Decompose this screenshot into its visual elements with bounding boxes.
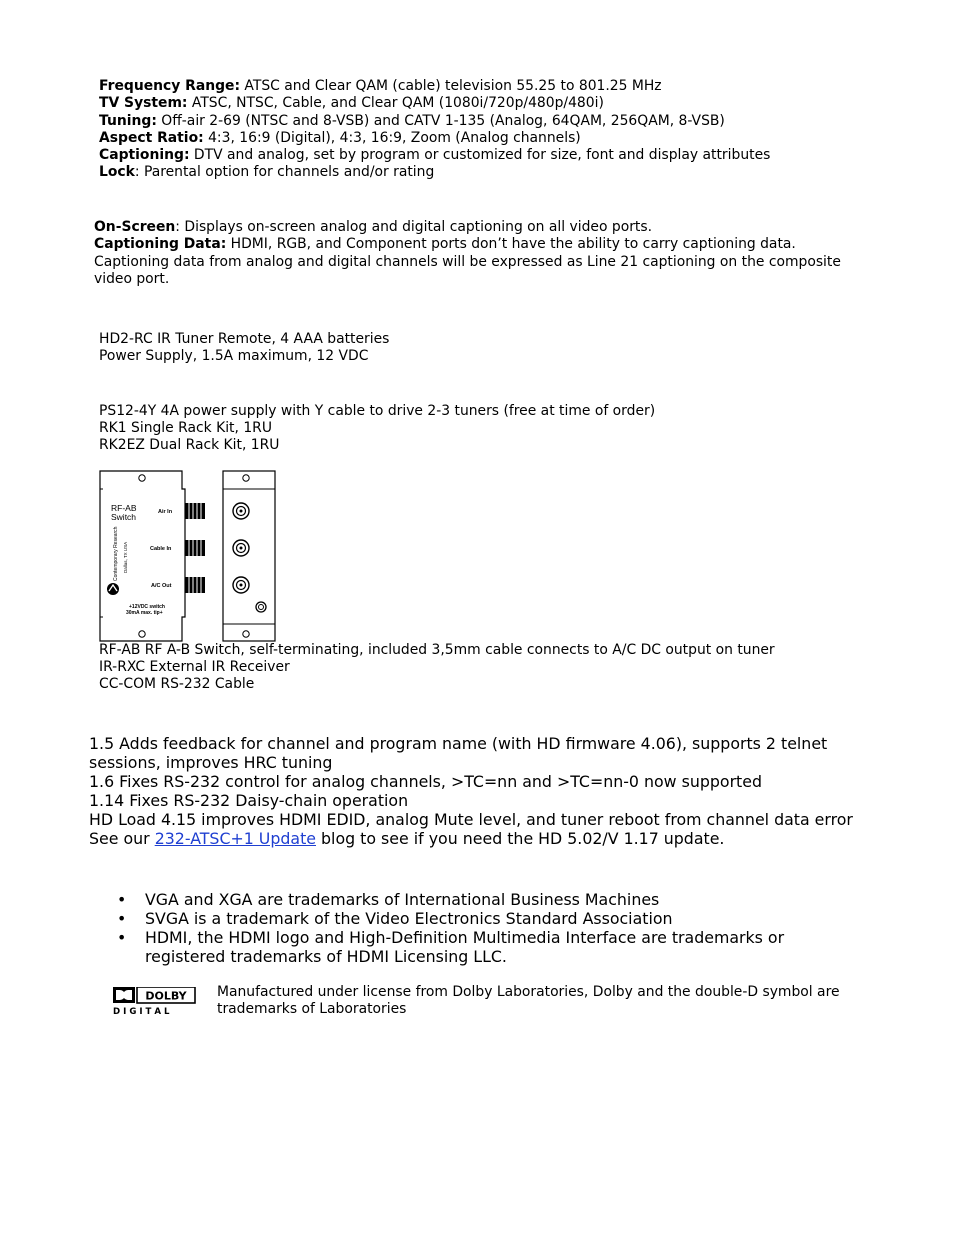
spec-label: Lock (99, 164, 135, 181)
see-suffix: blog to see if you need the HD 5.02/V 1.17 update. (316, 829, 725, 848)
trademark-text: HDMI, the HDMI logo and High-Definition Multimedia Interface are trademarks or registered trademarks of HDMI Licensing LLC. (145, 928, 785, 966)
brand-text: Contemporary Research (113, 526, 119, 581)
firmware-notes (89, 734, 889, 848)
trademark-text: SVGA is a trademark of the Video Electronics Standard Association (145, 909, 673, 928)
spec-value: ATSC, NTSC, Cable, and Clear QAM (1080i/720p/480p/480i) (187, 95, 604, 112)
captioning-data-line (94, 236, 874, 288)
option-item: RK2EZ Dual Rack Kit, 1RU (99, 437, 280, 454)
dolby-digital-word: D I G I T A L (113, 1007, 170, 1017)
trademark-item (117, 890, 845, 909)
port-label-ac: A/C Out (151, 583, 172, 589)
see-prefix: See our (89, 829, 155, 848)
spec-tuning (99, 113, 770, 130)
firmware-see-line (89, 829, 889, 848)
accessories-list (99, 642, 775, 694)
dolby-digital-logo (113, 987, 197, 1017)
spec-value: 4:3, 16:9 (Digital), 4:3, 16:9, Zoom (Analog channels) (203, 129, 581, 146)
accessory-item: CC-COM RS-232 Cable (99, 676, 255, 693)
onscreen-line (94, 219, 874, 236)
spec-frequency-range (99, 78, 770, 95)
option-item: PS12-4Y 4A power supply with Y cable to drive 2-3 tuners (free at time of order) (99, 403, 656, 419)
f-connector-icon (185, 540, 205, 556)
spec-value: Off-air 2-69 (NTSC and 8-VSB) and CATV 1-135 (Analog, 64QAM, 256QAM, 8-VSB) (156, 112, 725, 129)
accessory-item: IR-RXC External IR Receiver (99, 659, 290, 676)
captioning-section (94, 219, 874, 288)
spec-label: Aspect Ratio: (99, 129, 204, 146)
captioning-data-text: HDMI, RGB, and Component ports don’t have the ability to carry captioning data. Captioning data from analog and digital channels will be expressed as Line 21 captioning on the composite video port. (94, 236, 841, 287)
bullet-icon: • (117, 909, 127, 928)
option-item: RK1 Single Rack Kit, 1RU (99, 420, 272, 437)
spec-aspect-ratio (99, 130, 770, 147)
included-item: Power Supply, 1.5A maximum, 12 VDC (99, 348, 369, 365)
accessory-item: RF-AB RF A-B Switch, self-terminating, included 3,5mm cable connects to A/C DC output on tuner (99, 642, 775, 658)
spec-label: TV System: (99, 95, 188, 112)
firmware-line: 1.5 Adds feedback for channel and program name (with HD firmware 4.06), supports 2 telnet sessions, improves HRC tuning (89, 734, 828, 772)
firmware-line: HD Load 4.15 improves HDMI EDID, analog Mute level, and tuner reboot from channel data error (89, 810, 853, 829)
dolby-word: DOLBY (145, 989, 187, 1003)
spec-label: Tuning: (99, 112, 157, 129)
included-item: HD2-RC IR Tuner Remote, 4 AAA batteries (99, 331, 390, 347)
trademark-item (117, 909, 845, 928)
options-list (99, 403, 655, 455)
spec-lock (99, 164, 770, 181)
trademark-text: VGA and XGA are trademarks of International Business Machines (145, 890, 660, 909)
rf-ab-switch-drawing (99, 469, 279, 645)
location-text: Dallas, TX USA (123, 541, 128, 573)
firmware-line: 1.14 Fixes RS-232 Daisy-chain operation (89, 791, 409, 810)
spec-value: DTV and analog, set by program or customized for size, font and display attributes (189, 147, 771, 164)
bullet-icon: • (117, 890, 127, 909)
captioning-data-label: Captioning Data: (94, 236, 227, 253)
spec-value: ATSC and Clear QAM (cable) television 55.25 to 801.25 MHz (240, 78, 662, 94)
f-connector-icon (185, 577, 205, 593)
firmware-line: 1.6 Fixes RS-232 control for analog channels, >TC=nn and >TC=nn-0 now supported (89, 772, 763, 791)
specs-list (99, 78, 770, 182)
spec-captioning (99, 147, 770, 164)
dolby-logo-icon (113, 987, 197, 1017)
power-label-line2: 30mA max. tip+ (126, 610, 163, 616)
switch-title-line1: RF-AB (111, 503, 137, 513)
dolby-license-text: Manufactured under license from Dolby Laboratories, Dolby and the double-D symbol are trademarks of Laboratories (217, 984, 840, 1018)
bullet-icon: • (117, 928, 127, 947)
onscreen-label: On-Screen (94, 219, 176, 235)
spec-tv-system (99, 95, 770, 112)
rf-ab-switch-figure (99, 469, 279, 645)
update-blog-link[interactable]: 232-ATSC+1 Update (154, 829, 316, 848)
onscreen-text: : Displays on-screen analog and digital captioning on all video ports. (175, 219, 653, 235)
power-label-line1: +12VDC switch (129, 604, 165, 610)
spec-value: : Parental option for channels and/or rating (134, 164, 435, 181)
port-label-cable: Cable In (150, 546, 172, 552)
included-list (99, 331, 389, 365)
f-connector-icon (185, 503, 205, 519)
trademark-item (117, 928, 845, 966)
switch-title-line2: Switch (111, 512, 137, 522)
spec-label: Captioning: (99, 147, 190, 164)
spec-label: Frequency Range: (99, 78, 241, 94)
trademark-list (89, 890, 845, 966)
port-label-air: Air In (158, 509, 173, 515)
